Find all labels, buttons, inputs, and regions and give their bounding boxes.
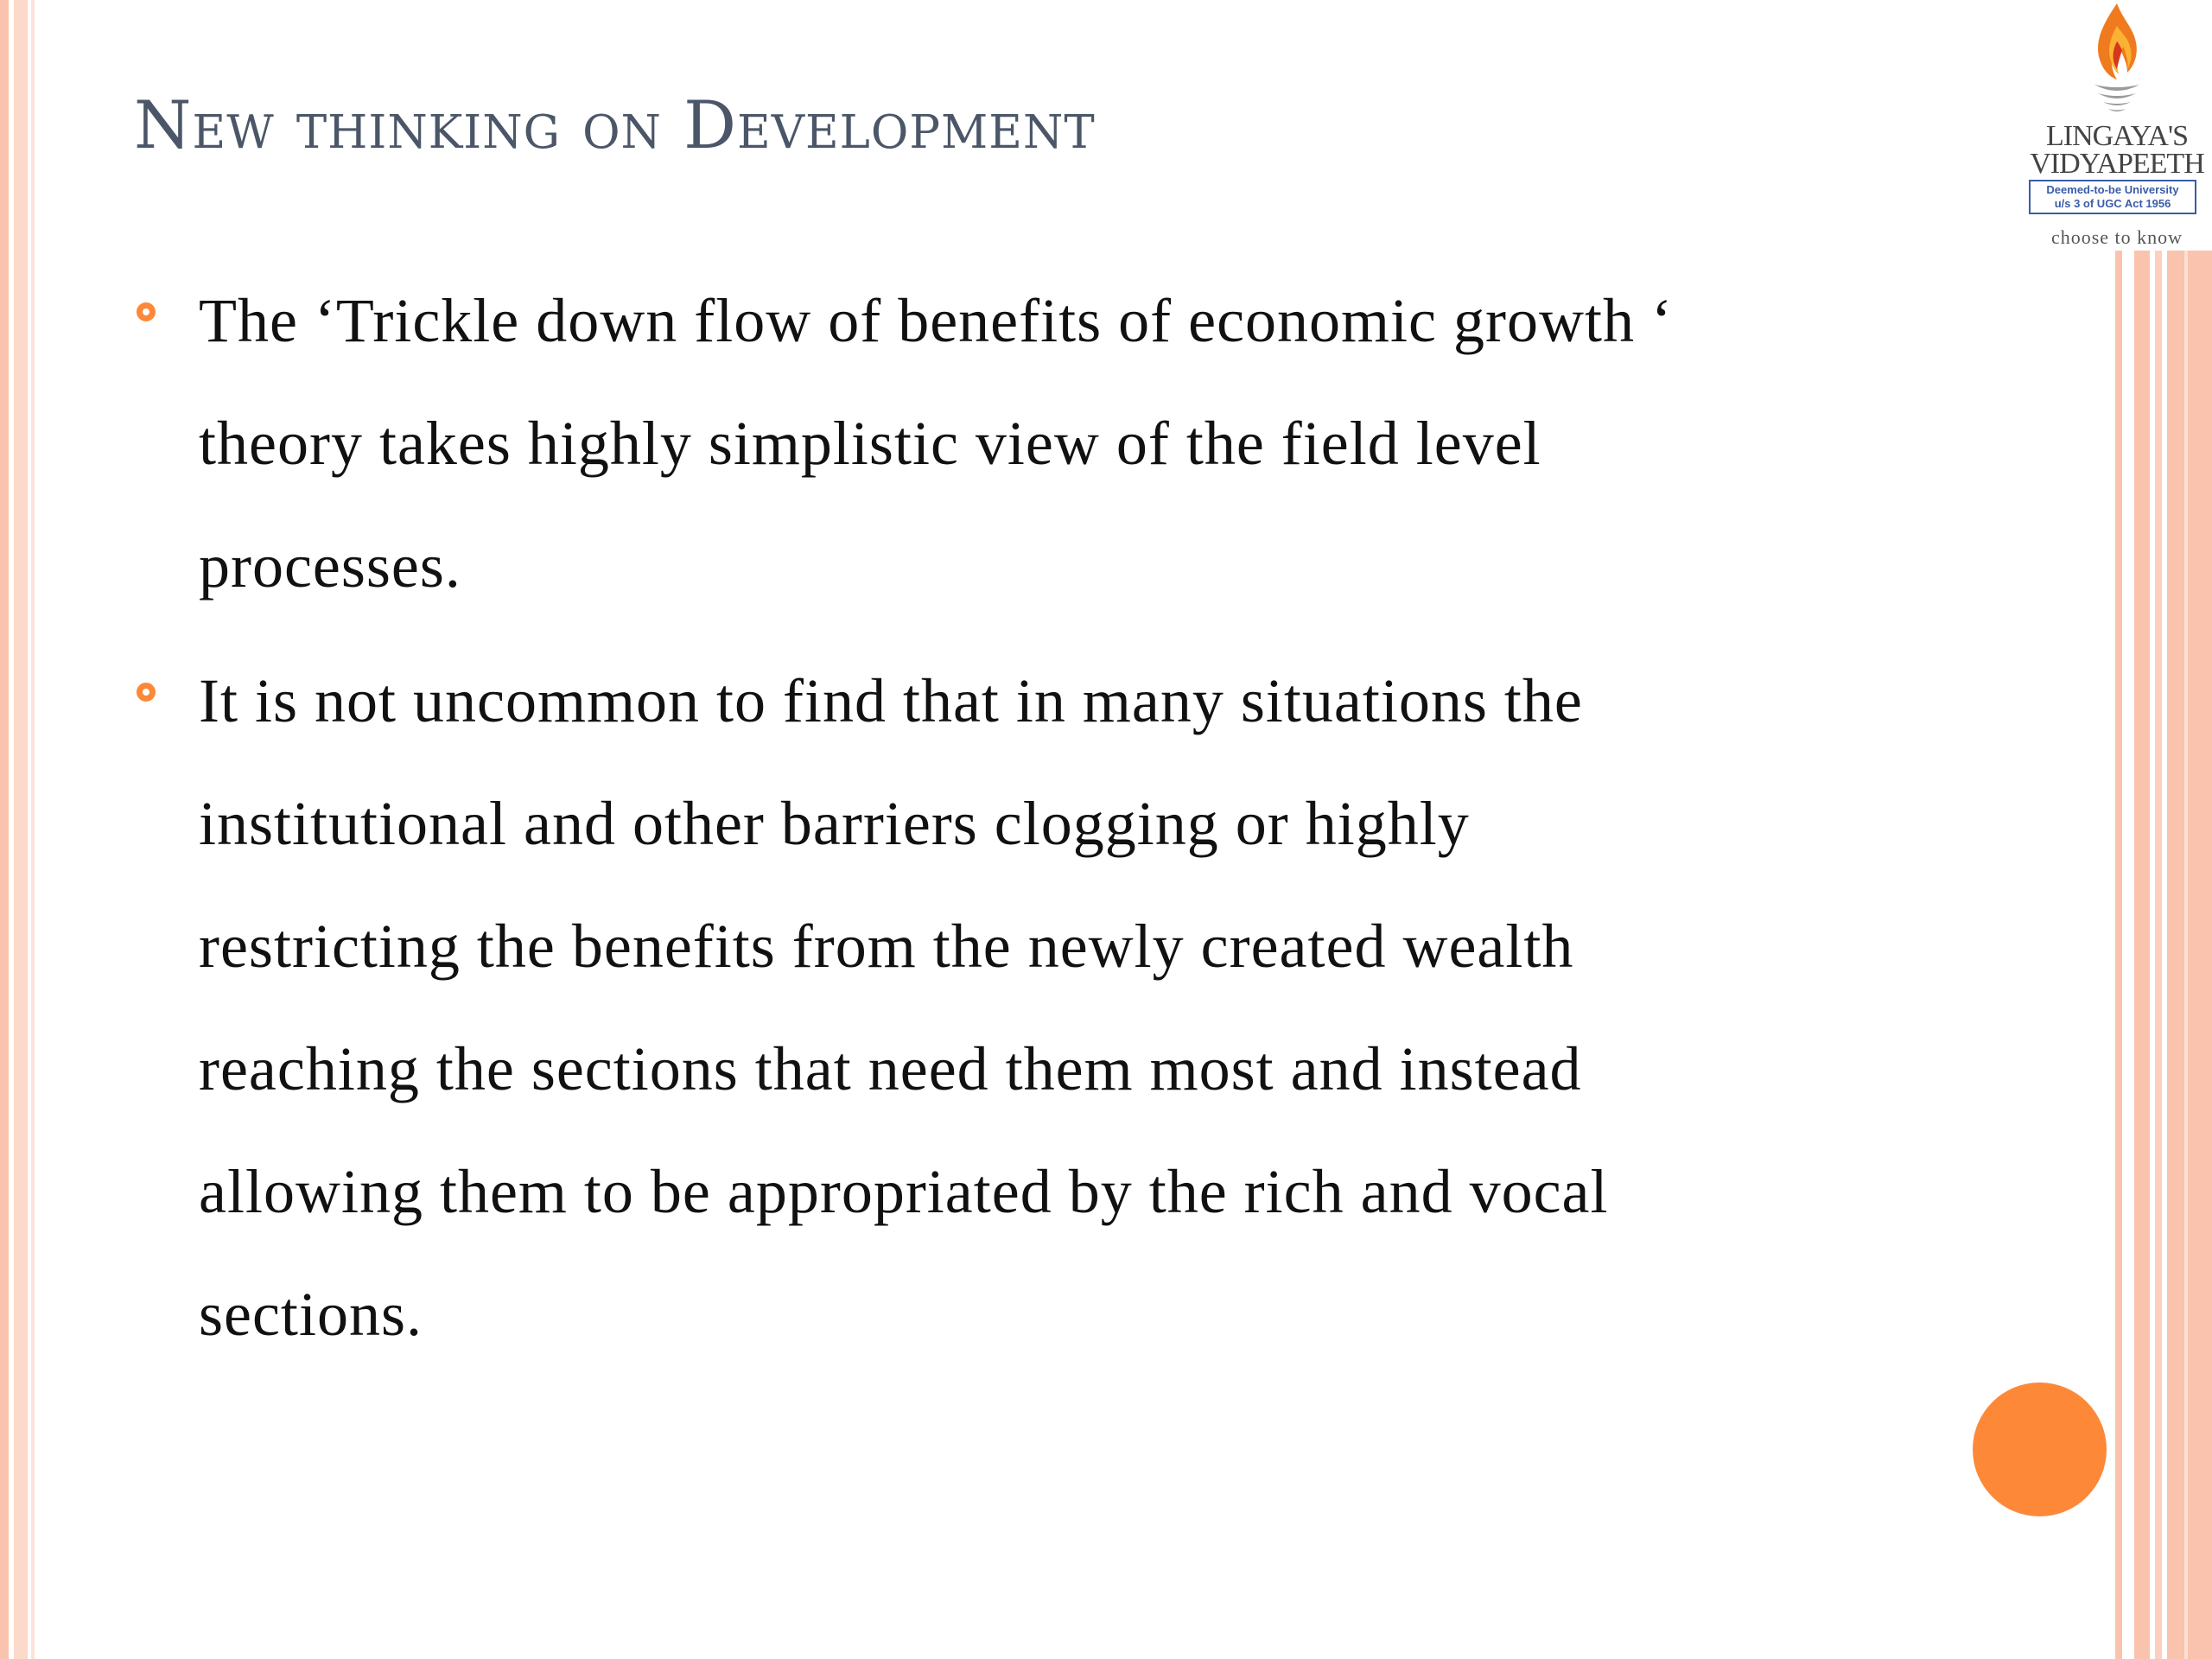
right-stripe	[2167, 251, 2212, 1659]
left-stripe	[31, 0, 35, 1659]
bullet-line: The ‘Trickle down flow of benefits of economic growth ‘	[199, 286, 1673, 355]
bullet-text	[199, 259, 1931, 627]
bullet-item	[134, 639, 1931, 1376]
bullet-line: processes.	[199, 531, 461, 601]
flame-icon	[2082, 0, 2152, 121]
left-stripe	[14, 0, 28, 1659]
logo-subtitle-line1: Deemed-to-be University	[2046, 183, 2179, 196]
decorative-circle	[1973, 1382, 2107, 1516]
right-stripe	[2134, 251, 2150, 1659]
bullet-item	[134, 259, 1931, 627]
bullet-line: allowing them to be appropriated by the rich and vocal	[199, 1157, 1609, 1226]
bullet-line: theory takes highly simplistic view of the field level	[199, 409, 1541, 478]
logo-subtitle	[2029, 180, 2196, 214]
slide-title: New thinking on Development	[134, 86, 1096, 163]
logo-name-line2: VIDYAPEETH	[2030, 148, 2204, 180]
bullet-list	[134, 259, 1931, 1388]
bullet-line: restricting the benefits from the newly created wealth	[199, 912, 1574, 981]
ring-bullet-icon	[137, 302, 156, 321]
bullet-text	[199, 639, 1931, 1376]
university-logo	[2022, 0, 2212, 251]
bullet-line: sections.	[199, 1280, 423, 1349]
right-stripe	[2155, 251, 2162, 1659]
bullet-line: institutional and other barriers clogging or highly	[199, 789, 1470, 858]
logo-name-line1: LINGAYA'S	[2045, 120, 2188, 152]
left-stripe	[0, 0, 9, 1659]
right-stripe	[2115, 251, 2122, 1659]
bullet-line: It is not uncommon to find that in many situations the	[199, 666, 1583, 735]
bullet-line: reaching the sections that need them most and instead	[199, 1034, 1582, 1103]
logo-tagline: choose to know	[2050, 226, 2183, 248]
logo-name	[2022, 120, 2212, 180]
ring-bullet-icon	[137, 683, 156, 702]
logo-subtitle-line2: u/s 3 of UGC Act 1956	[2054, 197, 2171, 210]
right-stripe	[2184, 251, 2188, 1659]
